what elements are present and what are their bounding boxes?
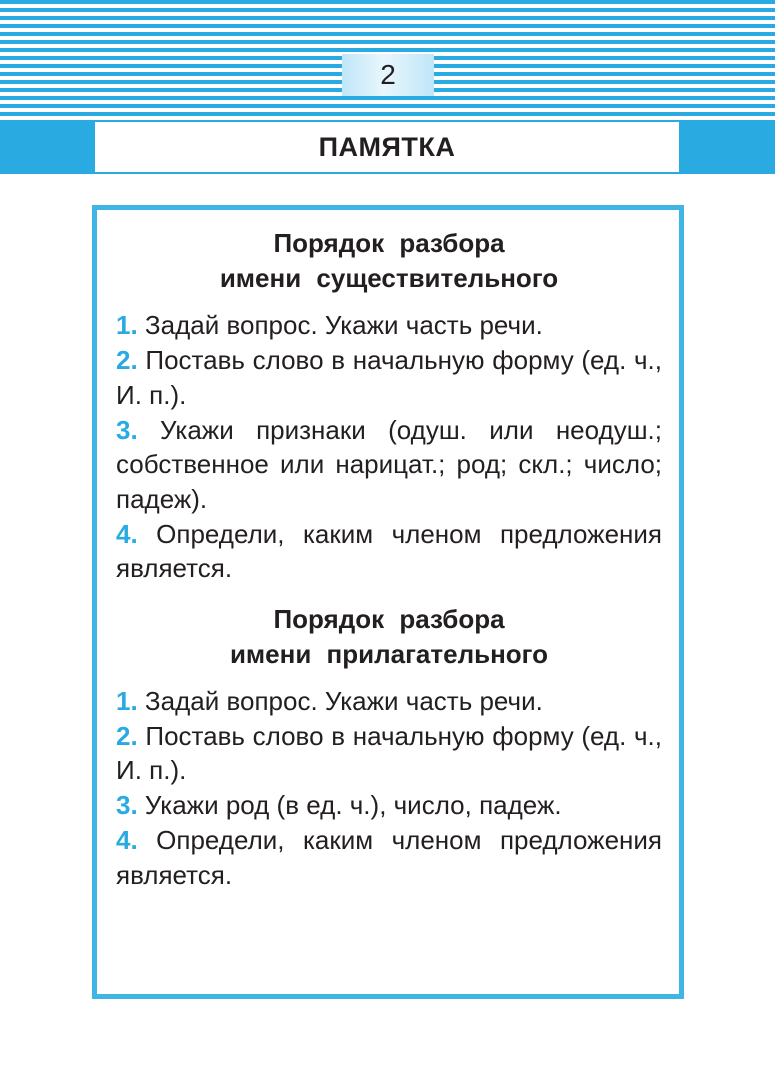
steps-list [116,308,662,586]
step-text: Поставь слово в начальную форму (ед. ч., И. п.). [116,345,662,410]
section-title-line: имени существительного [219,263,559,293]
list-item [116,517,662,586]
section-title [116,226,662,296]
step-text: Задай вопрос. Укажи часть речи. [144,310,543,340]
page-number: 2 [342,54,434,96]
step-number: 3. [116,414,138,445]
step-number: 4. [116,518,138,549]
step-number: 2. [116,720,138,751]
adjective-parsing-section [116,602,662,893]
step-number: 2. [116,345,138,375]
step-text: Поставь слово в начальную форму (ед. ч., И. п.). [116,720,662,785]
list-item [116,823,662,892]
list-item [116,719,662,788]
memo-content [116,226,662,893]
step-number: 1. [116,310,138,340]
step-number: 1. [116,685,138,716]
step-number: 3. [116,790,138,820]
step-text: Определи, каким членом предложения является. [116,518,662,583]
step-number: 4. [116,825,138,855]
section-title-line: Порядок разбора [273,228,505,258]
step-text: Укажи род (в ед. ч.), число, падеж. [144,790,562,820]
noun-parsing-section [116,226,662,586]
page-title: ПАМЯТКА [95,122,679,172]
section-title [116,602,662,672]
list-item [116,684,662,719]
step-text: Укажи признаки (одуш. или неодуш.; собственное или нарицат.; род; скл.; число; падеж). [116,414,663,514]
section-title-line: Порядок разбора [273,603,505,634]
list-item [116,788,662,823]
section-title-line: имени прилагательного [229,638,549,669]
list-item [116,343,662,412]
step-text: Определи, каким членом предложения является. [116,825,662,890]
list-item [116,413,662,517]
steps-list [116,684,662,893]
list-item [116,308,662,343]
step-text: Задай вопрос. Укажи часть речи. [144,685,543,716]
